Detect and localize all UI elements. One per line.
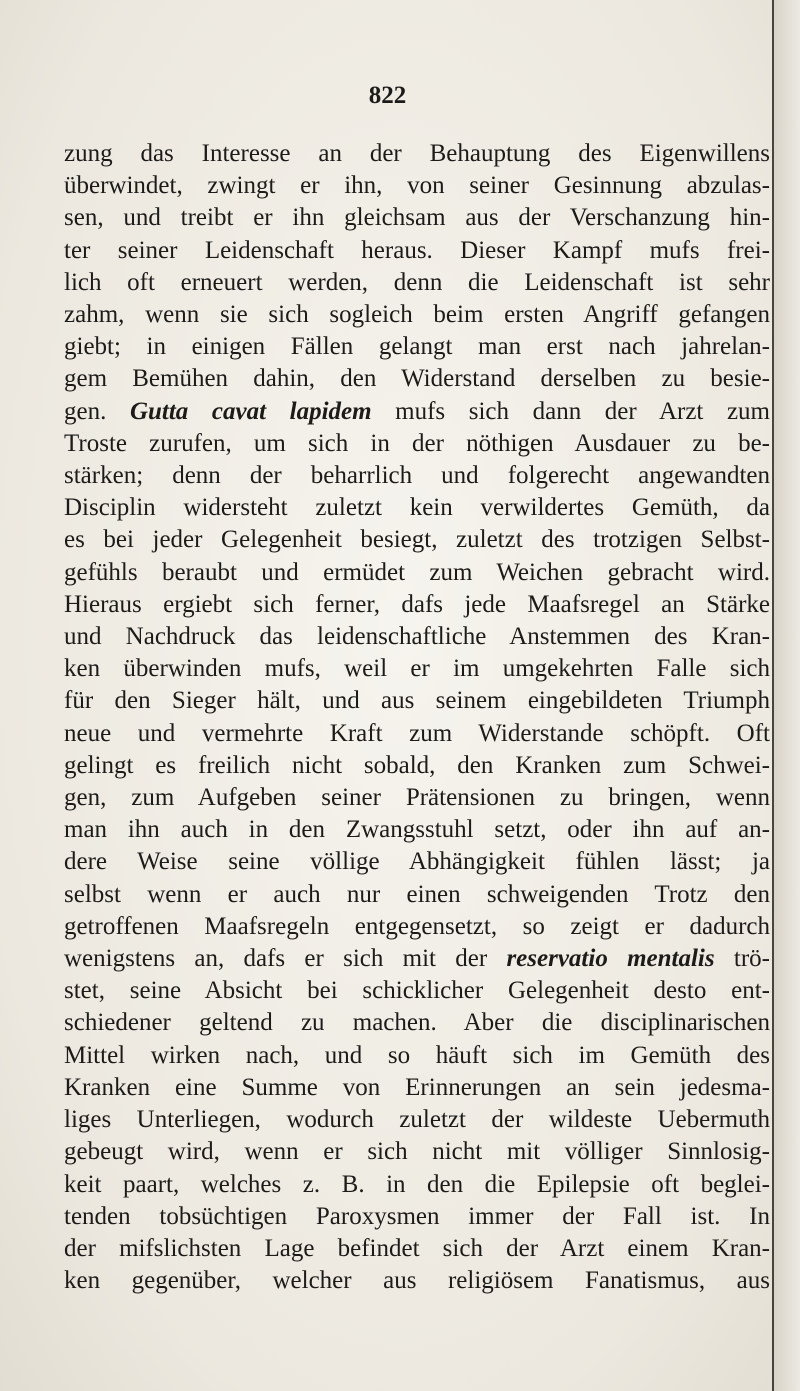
text-line [64,1072,770,1104]
page-number: 822 [368,82,407,109]
latin-phrase: reservatio mentalis [506,945,715,973]
text-segment: gebeugt wird, wenn er sich nicht mit völliger Sinnlosig- [64,1138,770,1166]
text-line [64,846,770,878]
text-segment: neue und vermehrte Kraft zum Widerstande schöpft. Oft [64,719,770,747]
text-line [64,363,770,395]
text-line [64,1040,770,1072]
text-line [64,138,770,170]
text-segment: getroffenen Maafsregeln entgegensetzt, so zeigt er dadurch [64,912,770,940]
text-segment: gelingt es freilich nicht sobald, den Kranken zum Schwei- [64,751,770,779]
text-segment: lich oft erneuert werden, denn die Leidenschaft ist sehr [64,268,770,296]
text-line [64,653,770,685]
text-segment: gen, zum Aufgeben seiner Prätensionen zu bringen, wenn [64,784,770,812]
text-segment: trö- [714,945,770,973]
text-line [64,1136,770,1168]
binding-shadow [774,0,800,1391]
text-segment: gefühls beraubt und ermüdet zum Weichen gebracht wird. [64,558,770,586]
text-line [64,460,770,492]
text-segment: für den Sieger hält, und aus seinem eingebildeten Triumph [64,687,770,715]
text-segment: mufs sich dann der Arzt zum [371,397,770,425]
text-segment: dere Weise seine völlige Abhängigkeit fühlen lässt; ja [64,848,770,876]
text-line [64,975,770,1007]
text-segment: stet, seine Absicht bei schicklicher Gelegenheit desto ent- [64,977,770,1005]
text-line [64,879,770,911]
text-segment: der mifslichsten Lage befindet sich der Arzt einem Kran- [64,1234,770,1262]
text-line [64,750,770,782]
text-segment: ken gegenüber, welcher aus religiösem Fanatismus, aus [64,1267,770,1295]
text-line [64,589,770,621]
text-line [64,1169,770,1201]
text-segment: selbst wenn er auch nur einen schweigenden Trotz den [64,880,770,908]
text-segment: gen. [64,397,130,425]
text-line [64,1007,770,1039]
body-text [64,138,770,1297]
text-segment: überwindet, zwingt er ihn, von seiner Gesinnung abzulas- [64,172,770,200]
text-segment: es bei jeder Gelegenheit besiegt, zuletzt des trotzigen Selbst- [64,526,770,554]
text-line [64,943,770,975]
text-line [64,718,770,750]
text-line [64,1201,770,1233]
text-segment: Mittel wirken nach, und so häuft sich im Gemüth des [64,1041,770,1069]
text-line [64,235,770,267]
text-line [64,524,770,556]
text-line [64,1104,770,1136]
text-segment: giebt; in einigen Fällen gelangt man erst nach jahrelan- [64,333,770,361]
text-line [64,428,770,460]
text-segment: ter seiner Leidenschaft heraus. Dieser Kampf mufs frei- [64,236,770,264]
text-segment: zahm, wenn sie sich sogleich beim ersten Angriff gefangen [64,301,770,329]
text-segment: stärken; denn der beharrlich und folgerecht angewandten [64,462,770,490]
text-line [64,170,770,202]
text-line [64,492,770,524]
text-segment: Hieraus ergiebt sich ferner, dafs jede Maafsregel an Stärke [64,590,770,618]
text-line [64,331,770,363]
text-segment: wenigstens an, dafs er sich mit der [64,945,507,973]
text-segment: gem Bemühen dahin, den Widerstand derselben zu besie- [64,365,770,393]
text-segment: tenden tobsüchtigen Paroxysmen immer der Fall ist. In [64,1202,770,1230]
text-line [64,1233,770,1265]
text-line [64,782,770,814]
text-segment: schiedener geltend zu machen. Aber die disciplinarischen [64,1009,770,1037]
text-segment: ken überwinden mufs, weil er im umgekehrten Falle sich [64,655,770,683]
text-segment: und Nachdruck das leidenschaftliche Anstemmen des Kran- [64,623,770,651]
text-line [64,621,770,653]
text-segment: zung das Interesse an der Behauptung des Eigenwillens [64,140,770,167]
text-segment: liges Unterliegen, wodurch zuletzt der wildeste Uebermuth [64,1106,770,1134]
text-segment: man ihn auch in den Zwangsstuhl setzt, oder ihn auf an- [64,816,770,844]
text-line [64,814,770,846]
text-segment: Kranken eine Summe von Erinnerungen an sein jedesma- [64,1073,770,1101]
text-line [64,267,770,299]
latin-phrase: Gutta cavat lapidem [129,397,372,425]
text-line [64,911,770,943]
text-line [64,557,770,589]
text-segment: sen, und treibt er ihn gleichsam aus der Verschanzung hin- [64,204,770,232]
text-line [64,299,770,331]
text-line [64,202,770,234]
text-segment: Disciplin widersteht zuletzt kein verwildertes Gemüth, da [64,494,770,522]
text-line [64,396,770,428]
text-line [64,1265,770,1297]
text-line [64,685,770,717]
text-segment: Troste zurufen, um sich in der nöthigen Ausdauer zu be- [64,429,770,457]
text-segment: keit paart, welches z. B. in den die Epilepsie oft beglei- [64,1170,770,1198]
